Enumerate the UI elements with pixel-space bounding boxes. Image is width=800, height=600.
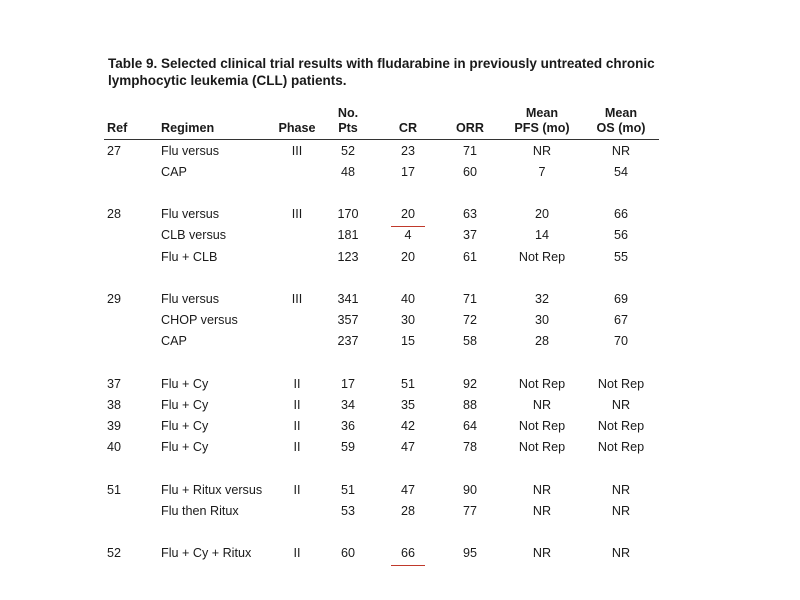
cell-ref: 51 [107, 482, 122, 497]
cell-ref [104, 310, 161, 331]
cell-os: Not Rep [597, 376, 645, 391]
table-row [104, 204, 659, 225]
cell-os: 56 [613, 228, 628, 243]
cell-pfs: NR [532, 546, 552, 561]
header-ref: Ref [107, 121, 128, 135]
cell-cr: 30 [400, 313, 415, 328]
cell-os: NR [611, 546, 631, 561]
spacer-cell [104, 458, 659, 479]
cell-ref [104, 246, 161, 267]
table-row [104, 288, 659, 309]
cell-cr: 40 [400, 291, 415, 306]
cell-regimen: Flu versus [161, 291, 220, 306]
spacer-row [104, 352, 659, 373]
cell-os: 54 [613, 164, 628, 179]
cell-phase [275, 500, 319, 521]
cell-regimen: Flu + Cy + Ritux [161, 546, 252, 561]
cell-regimen: CLB versus [161, 228, 227, 243]
cell-pts: 170 [337, 207, 359, 222]
header-regimen: Regimen [161, 121, 215, 135]
cell-orr: 78 [462, 440, 477, 455]
cell-cr [377, 543, 439, 564]
cell-orr: 64 [462, 419, 477, 434]
cell-pfs: Not Rep [518, 440, 566, 455]
table-row [104, 415, 659, 436]
cell-cr: 23 [400, 143, 415, 158]
cell-os: Not Rep [597, 419, 645, 434]
cell-pfs: NR [532, 397, 552, 412]
cell-pts: 181 [337, 228, 359, 243]
cell-regimen: Flu + Cy [161, 397, 209, 412]
cell-cr: 35 [400, 397, 415, 412]
header-os [583, 104, 659, 140]
header-pts [319, 104, 377, 140]
spacer-cell [104, 352, 659, 373]
cell-pfs: 30 [534, 313, 549, 328]
cell-pts: 237 [337, 334, 359, 349]
cell-phase: II [293, 482, 301, 497]
cell-orr: 71 [462, 291, 477, 306]
cell-os: 66 [613, 207, 628, 222]
cell-pfs: NR [532, 143, 552, 158]
spacer-row [104, 182, 659, 203]
cell-os: 55 [613, 249, 628, 264]
cell-cr: 47 [400, 482, 415, 497]
cr-highlight-value: 20 [400, 207, 415, 222]
cell-ref: 37 [107, 376, 122, 391]
cell-ref: 28 [107, 207, 122, 222]
spacer-row [104, 521, 659, 542]
cell-orr: 90 [462, 482, 477, 497]
cell-os: NR [611, 143, 631, 158]
table-row [104, 331, 659, 352]
cell-os: 67 [613, 313, 628, 328]
header-pts-line1: No. [337, 106, 359, 120]
cell-orr: 88 [462, 397, 477, 412]
cell-ref [104, 225, 161, 246]
cell-ref [104, 500, 161, 521]
cell-cr [377, 204, 439, 225]
cell-cr: 15 [400, 334, 415, 349]
cell-pts: 36 [340, 419, 355, 434]
cell-regimen: Flu + CLB [161, 249, 218, 264]
cell-regimen: CHOP versus [161, 313, 238, 328]
cell-regimen: Flu + Cy [161, 376, 209, 391]
cell-orr: 77 [462, 503, 477, 518]
cell-phase: II [293, 546, 301, 561]
cell-ref: 52 [107, 546, 122, 561]
cell-cr: 4 [404, 228, 412, 243]
cell-os: NR [611, 397, 631, 412]
cell-phase: III [291, 207, 303, 222]
cell-phase [275, 310, 319, 331]
cell-cr: 47 [400, 440, 415, 455]
cell-pfs: 20 [534, 207, 549, 222]
cell-pts: 17 [340, 376, 355, 391]
cell-orr: 95 [462, 546, 477, 561]
cell-orr: 37 [462, 228, 477, 243]
results-table [104, 104, 659, 564]
cell-regimen: Flu versus [161, 207, 220, 222]
cell-orr: 92 [462, 376, 477, 391]
cr-highlight-value: 66 [400, 546, 415, 561]
cell-phase: III [291, 291, 303, 306]
spacer-row [104, 267, 659, 288]
cell-orr: 58 [462, 334, 477, 349]
cell-regimen: Flu + Ritux versus [161, 482, 263, 497]
cell-os: 69 [613, 291, 628, 306]
cell-phase: II [293, 397, 301, 412]
cell-phase: III [291, 143, 303, 158]
cell-cr: 42 [400, 419, 415, 434]
cell-pts: 52 [340, 143, 355, 158]
cell-pfs: Not Rep [518, 376, 566, 391]
cell-pfs: Not Rep [518, 419, 566, 434]
table-row [104, 225, 659, 246]
cell-pfs: 14 [534, 228, 549, 243]
table-row [104, 161, 659, 182]
cell-orr: 61 [462, 249, 477, 264]
header-pfs [501, 104, 583, 140]
cell-regimen: Flu versus [161, 143, 220, 158]
cell-phase: II [293, 376, 301, 391]
spacer-cell [104, 521, 659, 542]
cell-phase [275, 331, 319, 352]
table-row [104, 246, 659, 267]
header-phase: Phase [278, 121, 316, 135]
cell-os: Not Rep [597, 440, 645, 455]
cell-orr: 60 [462, 164, 477, 179]
cell-pfs: 28 [534, 334, 549, 349]
header-cr: CR [398, 121, 418, 135]
cell-pfs: NR [532, 503, 552, 518]
cell-phase [275, 246, 319, 267]
table-row [104, 479, 659, 500]
cell-cr: 51 [400, 376, 415, 391]
cell-pfs: Not Rep [518, 249, 566, 264]
cell-phase [275, 225, 319, 246]
header-row [104, 104, 659, 140]
cell-phase: II [293, 419, 301, 434]
cell-regimen: Flu + Cy [161, 440, 209, 455]
cell-os: NR [611, 503, 631, 518]
header-pfs-line1: Mean [525, 106, 559, 120]
table-row [104, 543, 659, 564]
table-row [104, 310, 659, 331]
table-row [104, 373, 659, 394]
cell-ref: 40 [107, 440, 122, 455]
header-os-line2: OS (mo) [596, 121, 646, 135]
cell-pts: 34 [340, 397, 355, 412]
cell-pts: 59 [340, 440, 355, 455]
table-row [104, 140, 659, 162]
table-row [104, 437, 659, 458]
spacer-cell [104, 267, 659, 288]
spacer-row [104, 458, 659, 479]
cell-os: NR [611, 482, 631, 497]
cell-pts: 48 [340, 164, 355, 179]
header-pfs-line2: PFS (mo) [514, 121, 570, 135]
cell-pts: 51 [340, 482, 355, 497]
cell-pts: 123 [337, 249, 359, 264]
cell-os: 70 [613, 334, 628, 349]
header-os-line1: Mean [604, 106, 638, 120]
cell-orr: 71 [462, 143, 477, 158]
cell-pts: 357 [337, 313, 359, 328]
cell-cr: 28 [400, 503, 415, 518]
cell-ref: 38 [107, 397, 122, 412]
cell-cr: 17 [400, 164, 415, 179]
cell-regimen: CAP [161, 164, 187, 179]
cell-pts: 60 [340, 546, 355, 561]
table-body [104, 140, 659, 564]
cell-ref: 27 [107, 143, 122, 158]
header-pts-line2: Pts [338, 121, 358, 135]
table-caption: Table 9. Selected clinical trial results with fludarabine in previously untreated chronic lymphocytic leukemia (CLL) patients. [108, 56, 655, 88]
cell-pfs: 32 [534, 291, 549, 306]
cell-regimen: CAP [161, 334, 187, 349]
cell-cr: 20 [400, 249, 415, 264]
cell-pts: 53 [340, 503, 355, 518]
cell-regimen: Flu + Cy [161, 419, 209, 434]
cell-ref [104, 331, 161, 352]
cell-ref: 39 [107, 419, 122, 434]
cell-ref [104, 161, 161, 182]
cell-orr: 63 [462, 207, 477, 222]
header-orr: ORR [456, 121, 484, 135]
table-row [104, 394, 659, 415]
spacer-cell [104, 182, 659, 203]
cell-orr: 72 [462, 313, 477, 328]
cell-pts: 341 [337, 291, 359, 306]
table-row [104, 500, 659, 521]
cell-regimen: Flu then Ritux [161, 503, 239, 518]
cell-pfs: NR [532, 482, 552, 497]
cell-ref: 29 [107, 291, 122, 306]
cell-pfs: 7 [538, 164, 546, 179]
cell-phase: II [293, 440, 301, 455]
cell-phase [275, 161, 319, 182]
